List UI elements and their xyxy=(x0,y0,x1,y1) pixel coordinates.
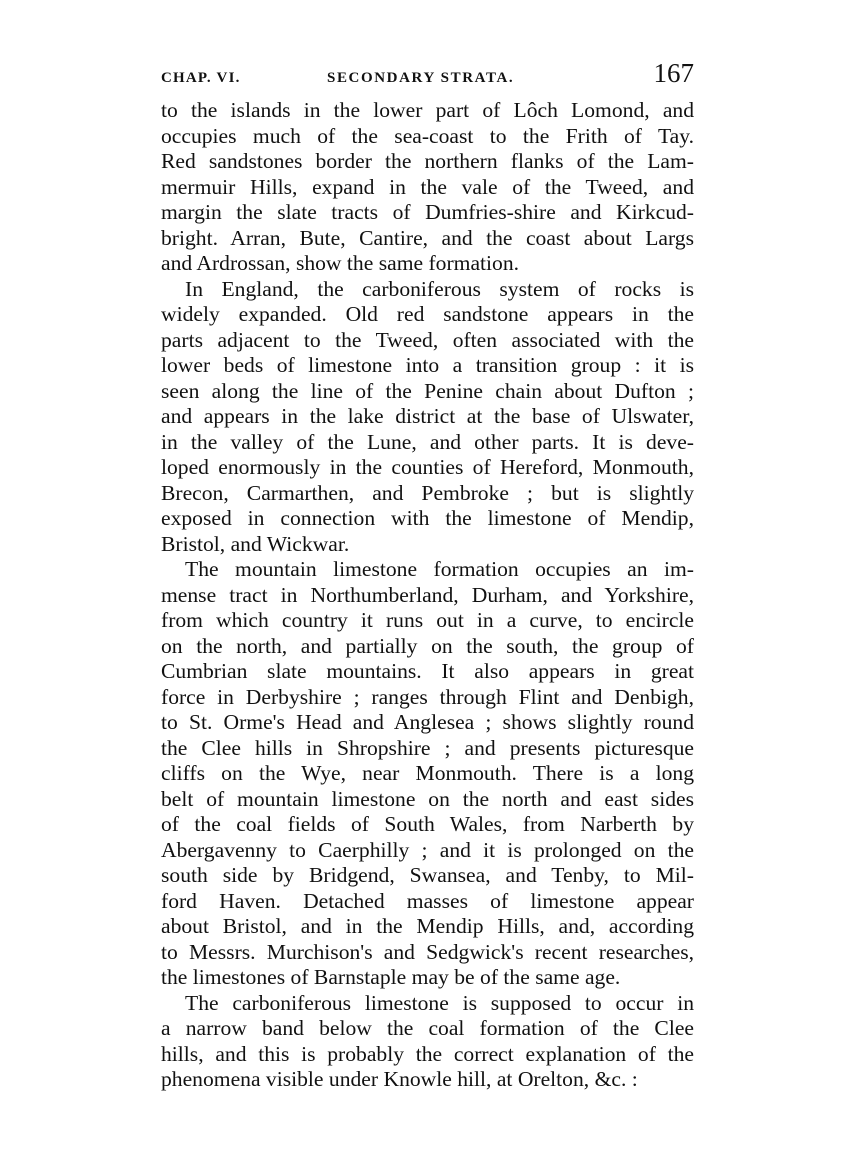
text-line: Bristol, and Wickwar. xyxy=(161,531,350,556)
text-line: on the north, and partially on the south, the group of xyxy=(161,633,694,658)
text-line: mense tract in Northumberland, Durham, and Yorkshire, xyxy=(161,582,694,607)
text-line: of the coal fields of South Wales, from Narberth by xyxy=(161,812,694,836)
text-line: to St. Orme's Head and Anglesea ; shows slightly round xyxy=(161,710,694,734)
text-line: Red sandstones border the northern flanks of the Lam- xyxy=(161,149,694,173)
text-line: seen along the line of the Penine chain about Dufton ; xyxy=(161,378,694,403)
text-line: lower beds of limestone into a transition group : it is xyxy=(161,353,694,377)
paragraph xyxy=(161,277,694,558)
text-line: Brecon, Carmarthen, and Pembroke ; but is slightly xyxy=(161,480,694,505)
text-line: the limestones of Barnstaple may be of the same age. xyxy=(161,965,621,989)
body-text xyxy=(161,98,694,1093)
text-line: force in Derbyshire ; ranges through Flint and Denbigh, xyxy=(161,684,694,709)
text-line: the Clee hills in Shropshire ; and presents picturesque xyxy=(161,735,694,760)
text-line: exposed in connection with the limestone of Mendip, xyxy=(161,506,694,530)
text-line: and Ardrossan, show the same formation. xyxy=(161,251,520,275)
paragraph xyxy=(161,98,694,277)
text-line: bright. Arran, Bute, Cantire, and the coast about Largs xyxy=(161,225,694,250)
text-line: to Messrs. Murchison's and Sedgwick's recent researches, xyxy=(161,939,694,964)
text-line: belt of mountain limestone on the north and east sides xyxy=(161,786,694,811)
text-line: and appears in the lake district at the base of Ulswater, xyxy=(161,404,694,428)
paragraph xyxy=(161,557,694,991)
text-line: phenomena visible under Knowle hill, at Orelton, &c. : xyxy=(161,1067,638,1091)
text-line: loped enormously in the counties of Hereford, Monmouth, xyxy=(161,455,694,479)
text-line: hills, and this is probably the correct explanation of the xyxy=(161,1041,694,1066)
paragraph xyxy=(161,991,694,1093)
text-line: a narrow band below the coal formation of the Clee xyxy=(161,1016,694,1040)
text-line: The mountain limestone formation occupies an im- xyxy=(185,557,694,581)
text-line: Abergavenny to Caerphilly ; and it is prolonged on the xyxy=(161,837,694,862)
text-line: from which country it runs out in a curve, to encircle xyxy=(161,608,694,632)
text-line: In England, the carboniferous system of rocks is xyxy=(185,276,694,301)
text-line: south side by Bridgend, Swansea, and Tenby, to Mil- xyxy=(161,863,694,887)
chapter-label: CHAP. VI. xyxy=(161,70,241,86)
text-line: occupies much of the sea-coast to the Frith of Tay. xyxy=(161,123,694,148)
text-line: in the valley of the Lune, and other parts. It is deve- xyxy=(161,429,694,454)
section-title: SECONDARY STRATA. xyxy=(327,70,515,86)
text-line: to the islands in the lower part of Lôch Lomond, and xyxy=(161,98,694,122)
text-line: ford Haven. Detached masses of limestone appear xyxy=(161,888,694,913)
text-line: cliffs on the Wye, near Monmouth. There is a long xyxy=(161,761,694,785)
text-line: The carboniferous limestone is supposed to occur in xyxy=(185,990,694,1015)
text-line: Cumbrian slate mountains. It also appears in great xyxy=(161,659,694,683)
text-line: about Bristol, and in the Mendip Hills, and, according xyxy=(161,914,694,938)
running-head xyxy=(161,58,694,98)
text-line: widely expanded. Old red sandstone appears in the xyxy=(161,302,694,326)
book-page xyxy=(161,58,694,1093)
text-line: margin the slate tracts of Dumfries-shire and Kirkcud- xyxy=(161,200,694,224)
page-number: 167 xyxy=(653,58,694,88)
text-line: mermuir Hills, expand in the vale of the Tweed, and xyxy=(161,174,694,199)
text-line: parts adjacent to the Tweed, often associated with the xyxy=(161,327,694,352)
